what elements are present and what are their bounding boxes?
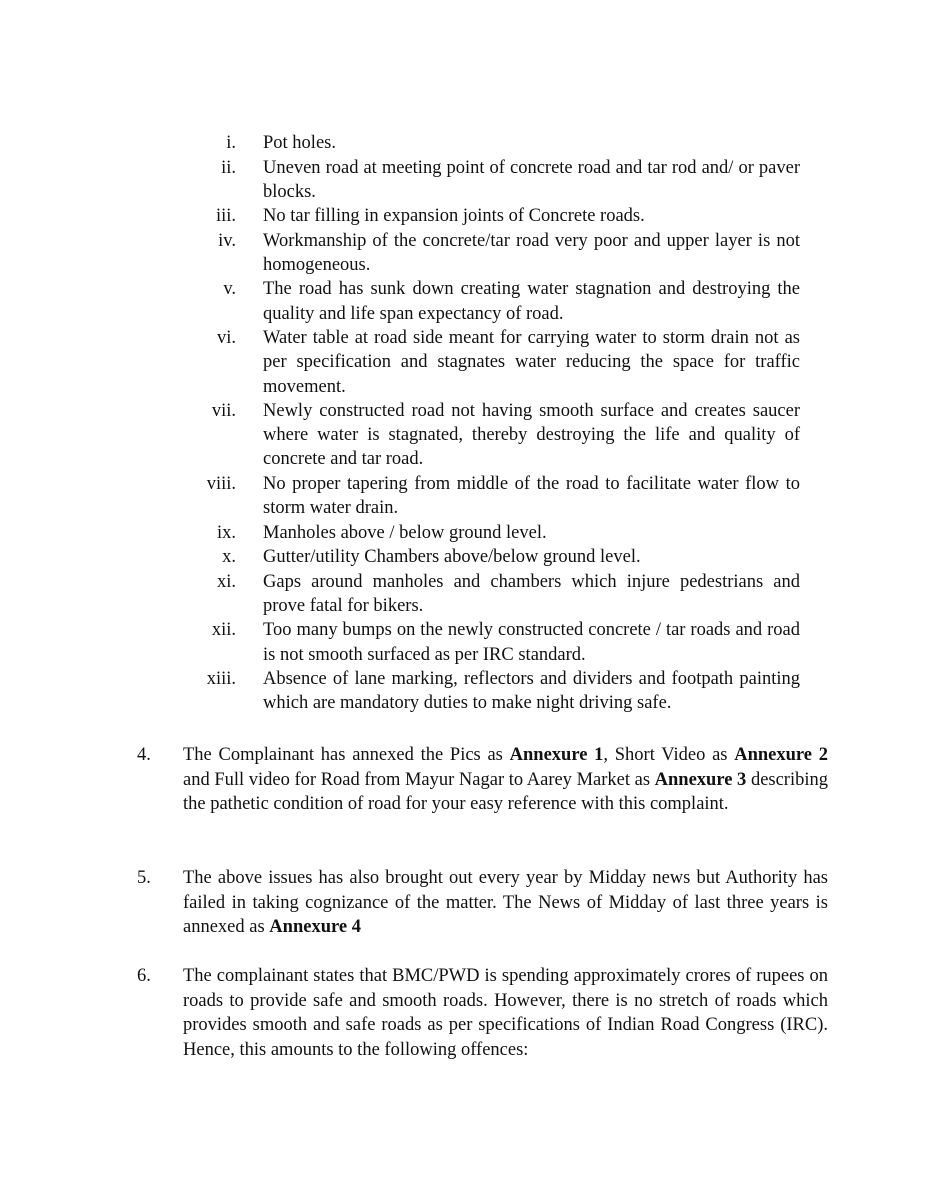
list-item bbox=[180, 229, 840, 277]
item-number: x. bbox=[222, 547, 236, 568]
item-number: v. bbox=[223, 279, 236, 300]
text-run: The above issues has also brought out every year by Midday news but Authority has failed in taking cognizance of the matter. The News of Midday of last three years is annexed as bbox=[183, 868, 828, 937]
paragraph-number: 5. bbox=[137, 868, 151, 888]
item-text: No tar filling in expansion joints of Concrete roads. bbox=[263, 206, 645, 227]
item-number: xiii. bbox=[206, 669, 236, 690]
list-item bbox=[180, 204, 840, 228]
paragraph-number: 6. bbox=[137, 966, 151, 986]
issues-list bbox=[180, 131, 840, 716]
text-run: The Complainant has annexed the Pics as bbox=[183, 745, 510, 765]
text-run: and Full video for Road from Mayur Nagar to Aarey Market as bbox=[183, 769, 655, 790]
paragraph-text bbox=[183, 866, 828, 940]
item-number: xii. bbox=[211, 620, 236, 641]
text-run: , Short Video as bbox=[603, 745, 735, 765]
list-item bbox=[180, 472, 840, 520]
list-item bbox=[180, 570, 840, 618]
item-text: Gaps around manholes and chambers which injure pedestrians and prove fatal for bikers. bbox=[263, 571, 800, 616]
item-text: Too many bumps on the newly constructed concrete / tar roads and road is not smooth surfaced as per IRC standard. bbox=[263, 620, 800, 665]
item-number: iii. bbox=[215, 206, 236, 227]
item-text: Gutter/utility Chambers above/below ground level. bbox=[263, 547, 641, 568]
annexure-4-label: Annexure 4 bbox=[269, 917, 361, 937]
item-number: vi. bbox=[216, 328, 236, 349]
list-item bbox=[180, 545, 840, 569]
paragraph-4 bbox=[137, 743, 837, 817]
paragraph-number: 4. bbox=[137, 745, 151, 765]
item-number: ix. bbox=[216, 522, 236, 543]
item-text: Absence of lane marking, reflectors and dividers and footpath painting which are mandatory duties to make night driving safe. bbox=[263, 669, 800, 714]
item-number: viii. bbox=[206, 473, 236, 494]
text-run: describing the pathetic condition of road for your easy reference with this complaint. bbox=[183, 769, 829, 814]
item-number: ii. bbox=[221, 157, 236, 178]
list-item bbox=[180, 131, 840, 155]
item-text: Workmanship of the concrete/tar road very poor and upper layer is not homogeneous. bbox=[263, 230, 800, 275]
paragraph-6 bbox=[137, 964, 837, 1062]
list-item bbox=[180, 326, 840, 399]
paragraph-5 bbox=[137, 866, 837, 940]
annexure-3-label: Annexure 3 bbox=[654, 769, 747, 790]
list-item bbox=[180, 277, 840, 325]
item-text: Water table at road side meant for carrying water to storm drain not as per specification and stagnates water reducing the space for traffic movement. bbox=[263, 328, 800, 397]
list-item bbox=[180, 667, 840, 715]
list-item bbox=[180, 618, 840, 666]
annexure-2-label: Annexure 2 bbox=[734, 745, 828, 765]
list-item bbox=[180, 156, 840, 204]
item-text: Newly constructed road not having smooth surface and creates saucer where water is stagnated, thereby destroying the life and quality of concrete and tar road. bbox=[263, 401, 800, 470]
item-text: Manholes above / below ground level. bbox=[263, 522, 547, 543]
item-number: iv. bbox=[218, 230, 236, 251]
list-item bbox=[180, 399, 840, 472]
item-text: Uneven road at meeting point of concrete road and tar rod and/ or paver blocks. bbox=[263, 157, 800, 202]
item-number: vii. bbox=[211, 401, 236, 422]
paragraph-text: The complainant states that BMC/PWD is spending approximately crores of rupees on roads to provide safe and smooth roads. However, there is no stretch of roads which provides smooth and safe roads as per specifications of Indian Road Congress (IRC). Hence, this amounts to the following offences: bbox=[183, 966, 828, 1060]
item-number: i. bbox=[226, 133, 236, 153]
item-text: Pot holes. bbox=[263, 133, 336, 153]
paragraph-text bbox=[183, 743, 828, 817]
item-text: No proper tapering from middle of the road to facilitate water flow to storm water drain. bbox=[263, 473, 800, 519]
item-text: The road has sunk down creating water stagnation and destroying the quality and life span expectancy of road. bbox=[263, 279, 800, 324]
list-item bbox=[180, 521, 840, 545]
item-number: xi. bbox=[216, 571, 236, 592]
annexure-1-label: Annexure 1 bbox=[509, 745, 604, 765]
